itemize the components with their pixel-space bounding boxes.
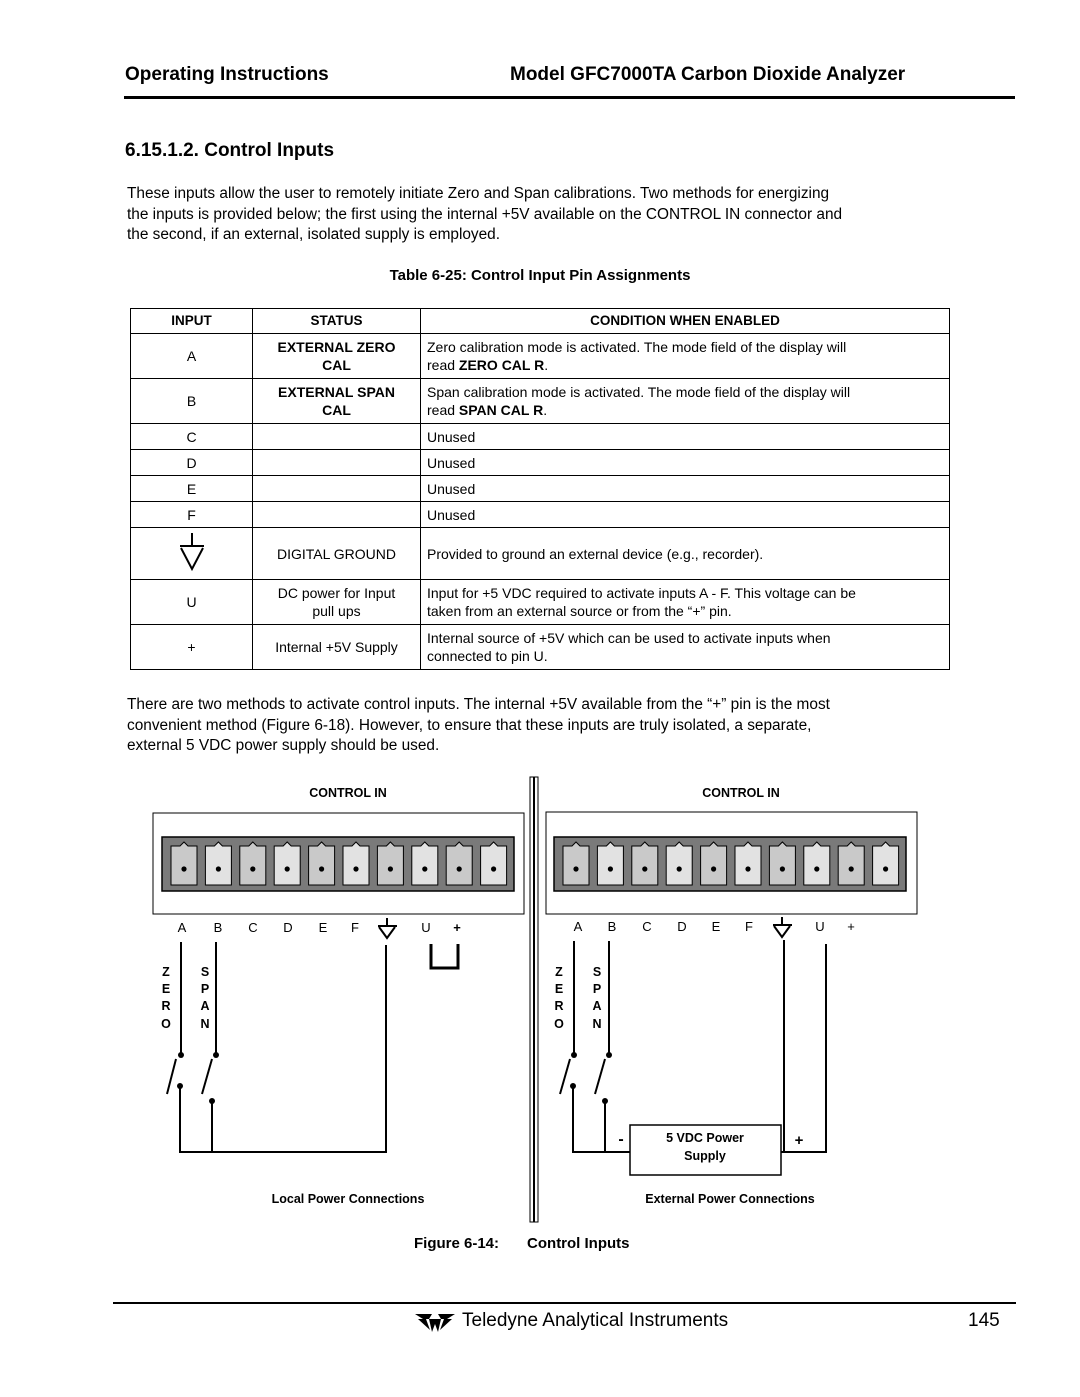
status-cell	[253, 334, 421, 379]
table-row	[131, 450, 950, 476]
pin-label: E	[318, 920, 328, 935]
zero-letter: E	[554, 982, 564, 996]
page-number: 145	[968, 1310, 1000, 1331]
status-line: DC power for Input	[277, 585, 396, 601]
condition-cell	[421, 334, 950, 379]
span-letter: A	[592, 999, 602, 1013]
zero-switch	[560, 1059, 570, 1094]
methods-line: convenient method (Figure 6-18). However, to ensure that these inputs are truly isolated, a separate,	[127, 716, 812, 734]
condition-mode-text: SPAN CAL R	[458, 402, 544, 418]
status-line: EXTERNAL SPAN	[278, 384, 395, 400]
status-cell: Internal +5V Supply	[253, 625, 421, 670]
terminal-pin	[343, 842, 369, 885]
figure-title: Control Inputs	[527, 1235, 630, 1252]
table-caption: Table 6-25: Control Input Pin Assignments	[389, 267, 691, 284]
figure-caption	[414, 1235, 630, 1252]
terminal-pin	[481, 842, 507, 885]
condition-line: Input for +5 VDC required to activate inputs A - F. This voltage can be	[427, 585, 856, 601]
switch-node	[177, 1083, 183, 1089]
table-row	[131, 502, 950, 528]
pin-label: U	[421, 920, 431, 935]
status-cell	[253, 476, 421, 502]
condition-cell: Unused	[421, 450, 950, 476]
pin-label: +	[847, 919, 855, 934]
local-power-caption: Local Power Connections	[271, 1192, 425, 1206]
zero-span-labels-left	[161, 965, 209, 1031]
table-row	[131, 379, 950, 424]
span-letter: P	[592, 982, 602, 996]
condition-text: .	[544, 357, 549, 373]
span-switch	[202, 1059, 212, 1094]
terminal-pin	[171, 842, 197, 885]
methods-paragraph	[127, 695, 957, 757]
status-cell	[253, 502, 421, 528]
column-header: STATUS	[253, 309, 421, 334]
plus-terminal-label: +	[794, 1132, 804, 1149]
condition-line: Span calibration mode is activated. The mode field of the display will	[427, 384, 851, 400]
input-cell: D	[131, 450, 253, 476]
pin-label: A	[573, 919, 583, 934]
input-cell: U	[131, 580, 253, 625]
input-cell	[131, 528, 253, 580]
u-plus-jumper	[431, 944, 458, 968]
condition-cell	[421, 379, 950, 424]
u-supply-wire	[781, 944, 826, 1152]
status-line: CAL	[322, 402, 351, 418]
teledyne-logo-icon	[414, 1310, 456, 1334]
terminal-pin	[632, 842, 658, 885]
input-cell: B	[131, 379, 253, 424]
terminal-pin	[412, 842, 438, 885]
control-inputs-figure	[0, 770, 1080, 1225]
right-pin-labels	[574, 919, 855, 934]
figure-number: Figure 6-14:	[414, 1235, 500, 1252]
local-power-wiring	[167, 942, 458, 1152]
intro-line: the inputs is provided below; the first using the internal +5V available on the CONTROL IN connector and	[127, 205, 843, 223]
left-connector-title: CONTROL IN	[309, 786, 387, 800]
status-cell	[253, 424, 421, 450]
column-header: INPUT	[131, 309, 253, 334]
intro-paragraph	[127, 184, 957, 246]
pin-label: U	[815, 919, 825, 934]
intro-line: These inputs allow the user to remotely initiate Zero and Span calibrations. Two methods for energizing	[127, 185, 830, 202]
condition-line: Internal source of +5V which can be used to activate inputs when	[427, 630, 831, 646]
pin-label: A	[177, 920, 187, 935]
table-row	[131, 334, 950, 379]
table-row	[131, 528, 950, 580]
status-cell: DIGITAL GROUND	[253, 528, 421, 580]
terminal-pin	[838, 842, 864, 885]
ground-return-wire	[180, 945, 386, 1152]
column-header: CONDITION WHEN ENABLED	[421, 309, 950, 334]
pin-label: D	[677, 919, 687, 934]
input-cell: +	[131, 625, 253, 670]
table-row	[131, 476, 950, 502]
pin-label: E	[711, 919, 721, 934]
condition-line: Zero calibration mode is activated. The mode field of the display will	[427, 339, 847, 355]
power-supply-label: Supply	[684, 1149, 726, 1163]
span-switch	[595, 1059, 605, 1094]
switch-node	[178, 1052, 184, 1058]
condition-cell: Unused	[421, 502, 950, 528]
terminal-pin	[666, 842, 692, 885]
pin-label: B	[213, 920, 223, 935]
condition-cell: Unused	[421, 476, 950, 502]
span-letter: S	[592, 965, 602, 979]
switch-node	[571, 1052, 577, 1058]
terminal-pin	[769, 842, 795, 885]
pin-label: F	[351, 920, 359, 935]
span-letter: A	[200, 999, 210, 1013]
zero-letter: R	[554, 999, 564, 1013]
condition-line	[427, 401, 943, 419]
power-supply-label: 5 VDC Power	[666, 1131, 744, 1145]
terminal-pin	[274, 842, 300, 885]
input-cell: E	[131, 476, 253, 502]
pin-label: +	[453, 920, 461, 935]
terminal-pin	[804, 842, 830, 885]
condition-text: read	[427, 357, 459, 373]
status-line: pull ups	[312, 603, 361, 619]
intro-line: the second, if an external, isolated supply is employed.	[127, 226, 501, 243]
right-connector-title: CONTROL IN	[702, 786, 780, 800]
header-left: Operating Instructions	[125, 64, 329, 85]
switch-node	[570, 1083, 576, 1089]
pin-label: B	[607, 919, 617, 934]
table-header-row	[131, 309, 950, 334]
zero-letter: Z	[555, 965, 563, 979]
zero-span-labels-right	[554, 965, 601, 1031]
terminal-pin	[240, 842, 266, 885]
zero-letter: O	[554, 1017, 564, 1031]
span-letter: S	[200, 965, 210, 979]
terminal-pin	[701, 842, 727, 885]
zero-letter: O	[161, 1017, 171, 1031]
header-rule	[124, 96, 1015, 99]
ground-icon	[378, 918, 397, 938]
condition-text: read	[427, 402, 459, 418]
condition-text: .	[543, 402, 548, 418]
pin-label: C	[248, 920, 258, 935]
section-title: 6.15.1.2. Control Inputs	[125, 140, 335, 161]
span-letter: P	[200, 982, 210, 996]
terminal-pin	[735, 842, 761, 885]
ground-icon	[773, 917, 792, 937]
input-cell: C	[131, 424, 253, 450]
input-cell: F	[131, 502, 253, 528]
condition-cell	[421, 625, 950, 670]
methods-line: There are two methods to activate control inputs. The internal +5V available from the “+” pin is the most	[127, 696, 830, 713]
pin-assignment-table	[130, 308, 950, 670]
input-cell: A	[131, 334, 253, 379]
ground-symbol-icon	[179, 532, 205, 572]
minus-terminal-label: -	[618, 1131, 624, 1148]
external-power-caption: External Power Connections	[645, 1192, 815, 1206]
terminal-pin	[563, 842, 589, 885]
table-row	[131, 580, 950, 625]
terminal-pin	[309, 842, 335, 885]
terminal-pin	[597, 842, 623, 885]
status-cell	[253, 379, 421, 424]
switch-node	[606, 1052, 612, 1058]
terminal-pin	[446, 842, 472, 885]
switch-node	[602, 1098, 608, 1104]
span-letter: N	[200, 1017, 210, 1031]
pin-label: D	[283, 920, 293, 935]
left-pin-labels	[178, 920, 462, 935]
switch-node	[209, 1098, 215, 1104]
pin-label: C	[642, 919, 652, 934]
status-cell	[253, 580, 421, 625]
methods-line: external 5 VDC power supply should be used.	[127, 737, 440, 754]
footer-company: Teledyne Analytical Instruments	[462, 1310, 729, 1331]
condition-cell	[421, 580, 950, 625]
zero-letter: Z	[162, 965, 170, 979]
status-line: EXTERNAL ZERO	[277, 339, 396, 355]
condition-cell: Unused	[421, 424, 950, 450]
condition-line: taken from an external source or from the “+” pin.	[427, 603, 732, 619]
header-right: Model GFC7000TA Carbon Dioxide Analyzer	[510, 64, 906, 85]
status-line: CAL	[322, 357, 351, 373]
condition-mode-text: ZERO CAL R	[458, 357, 545, 373]
footer-rule	[113, 1302, 1016, 1304]
table-row	[131, 625, 950, 670]
terminal-pin	[377, 842, 403, 885]
condition-line	[427, 356, 943, 374]
table-row	[131, 424, 950, 450]
span-letter: N	[592, 1017, 602, 1031]
terminal-pin	[205, 842, 231, 885]
switch-node	[213, 1052, 219, 1058]
condition-cell: Provided to ground an external device (e.g., recorder).	[421, 528, 950, 580]
terminal-pin	[873, 842, 899, 885]
zero-switch	[167, 1059, 176, 1094]
status-cell	[253, 450, 421, 476]
condition-line: connected to pin U.	[427, 648, 548, 664]
pin-label: F	[745, 919, 753, 934]
zero-letter: R	[161, 999, 171, 1013]
zero-letter: E	[161, 982, 171, 996]
